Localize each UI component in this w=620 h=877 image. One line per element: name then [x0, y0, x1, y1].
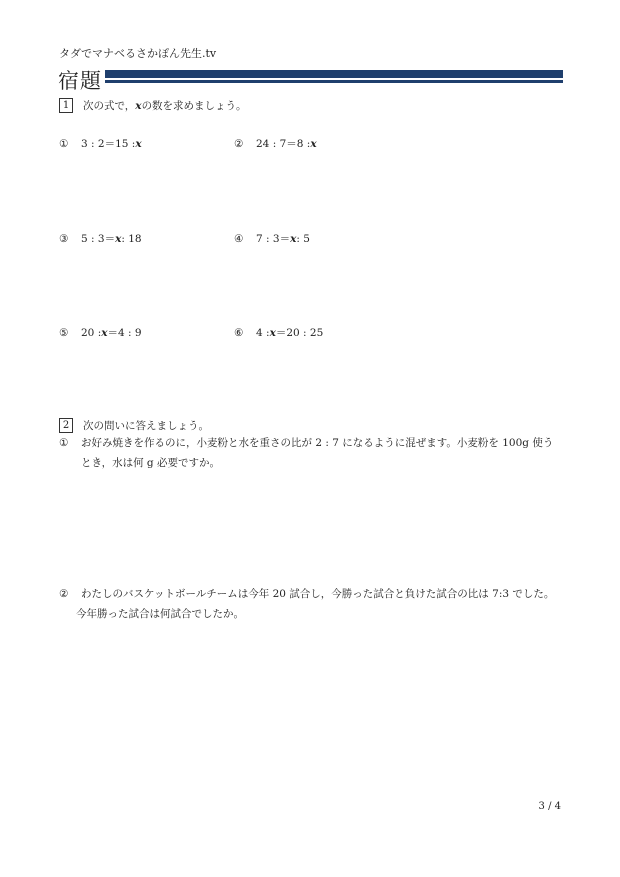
equation-3 — [59, 231, 142, 246]
question-line-1: わたしのバスケットボールチームは今年 20 試合し，今勝った試合と負けた試合の比は 7:3 でした。 — [81, 588, 555, 600]
question-line-2: 今年勝った試合は何試合でしたか。 — [76, 608, 244, 620]
equation-left: 5 : 3＝ — [81, 233, 116, 245]
equation-var: x — [290, 232, 297, 245]
section-2-number: 2 — [59, 418, 73, 433]
page-number: 3 / 4 — [538, 801, 561, 812]
equation-left: 7 : 3＝ — [256, 233, 291, 245]
equation-number: ① — [59, 137, 69, 150]
equation-var: x — [310, 137, 317, 150]
equation-5 — [59, 325, 142, 340]
equation-number: ③ — [59, 232, 69, 245]
equation-left: 3 : 2＝15 : — [81, 138, 136, 150]
section-2-instruction: 次の問いに答えましょう。 — [83, 420, 209, 432]
equation-number: ④ — [234, 232, 244, 245]
equation-number: ② — [234, 137, 244, 150]
equation-right: ＝4 : 9 — [107, 327, 142, 339]
page-title: 宿題 — [58, 69, 102, 93]
equation-right: : 5 — [296, 232, 310, 245]
title-bar — [105, 70, 563, 83]
question-number: ② — [59, 588, 69, 600]
question-2 — [59, 584, 559, 624]
equation-var: x — [101, 326, 108, 339]
question-line-1: お好み焼きを作るのに，小麦粉と水を重さの比が 2 : 7 になるように混ぜます。小麦粉を 100g 使う — [81, 437, 554, 449]
equation-left: 20 : — [81, 326, 102, 339]
section-1-number: 1 — [59, 98, 73, 113]
equation-left: 4 : — [256, 326, 270, 339]
equation-4 — [234, 231, 310, 246]
section-2-heading — [59, 418, 209, 433]
equation-number: ⑤ — [59, 326, 69, 339]
equation-6 — [234, 325, 323, 340]
equation-right: ＝20 : 25 — [275, 327, 324, 339]
equation-var: x — [115, 232, 122, 245]
section-1-instruction-var: x — [135, 99, 142, 112]
equation-left: 24 : 7＝8 : — [256, 138, 311, 150]
equation-2 — [234, 136, 317, 151]
question-line-2: とき，水は何 g 必要ですか。 — [81, 457, 220, 469]
question-number: ① — [59, 437, 69, 449]
site-name: タダでマナベるさかぽん先生.tv — [59, 47, 217, 60]
section-1-heading — [59, 98, 247, 113]
equation-number: ⑥ — [234, 326, 244, 339]
equation-1 — [59, 136, 142, 151]
equation-var: x — [269, 326, 276, 339]
question-1 — [59, 433, 559, 473]
section-1-instruction-pre: 次の式で， — [83, 100, 136, 112]
equation-right: : 18 — [121, 232, 142, 245]
equation-var: x — [135, 137, 142, 150]
section-1-instruction-post: の数を求めましょう。 — [141, 100, 247, 112]
